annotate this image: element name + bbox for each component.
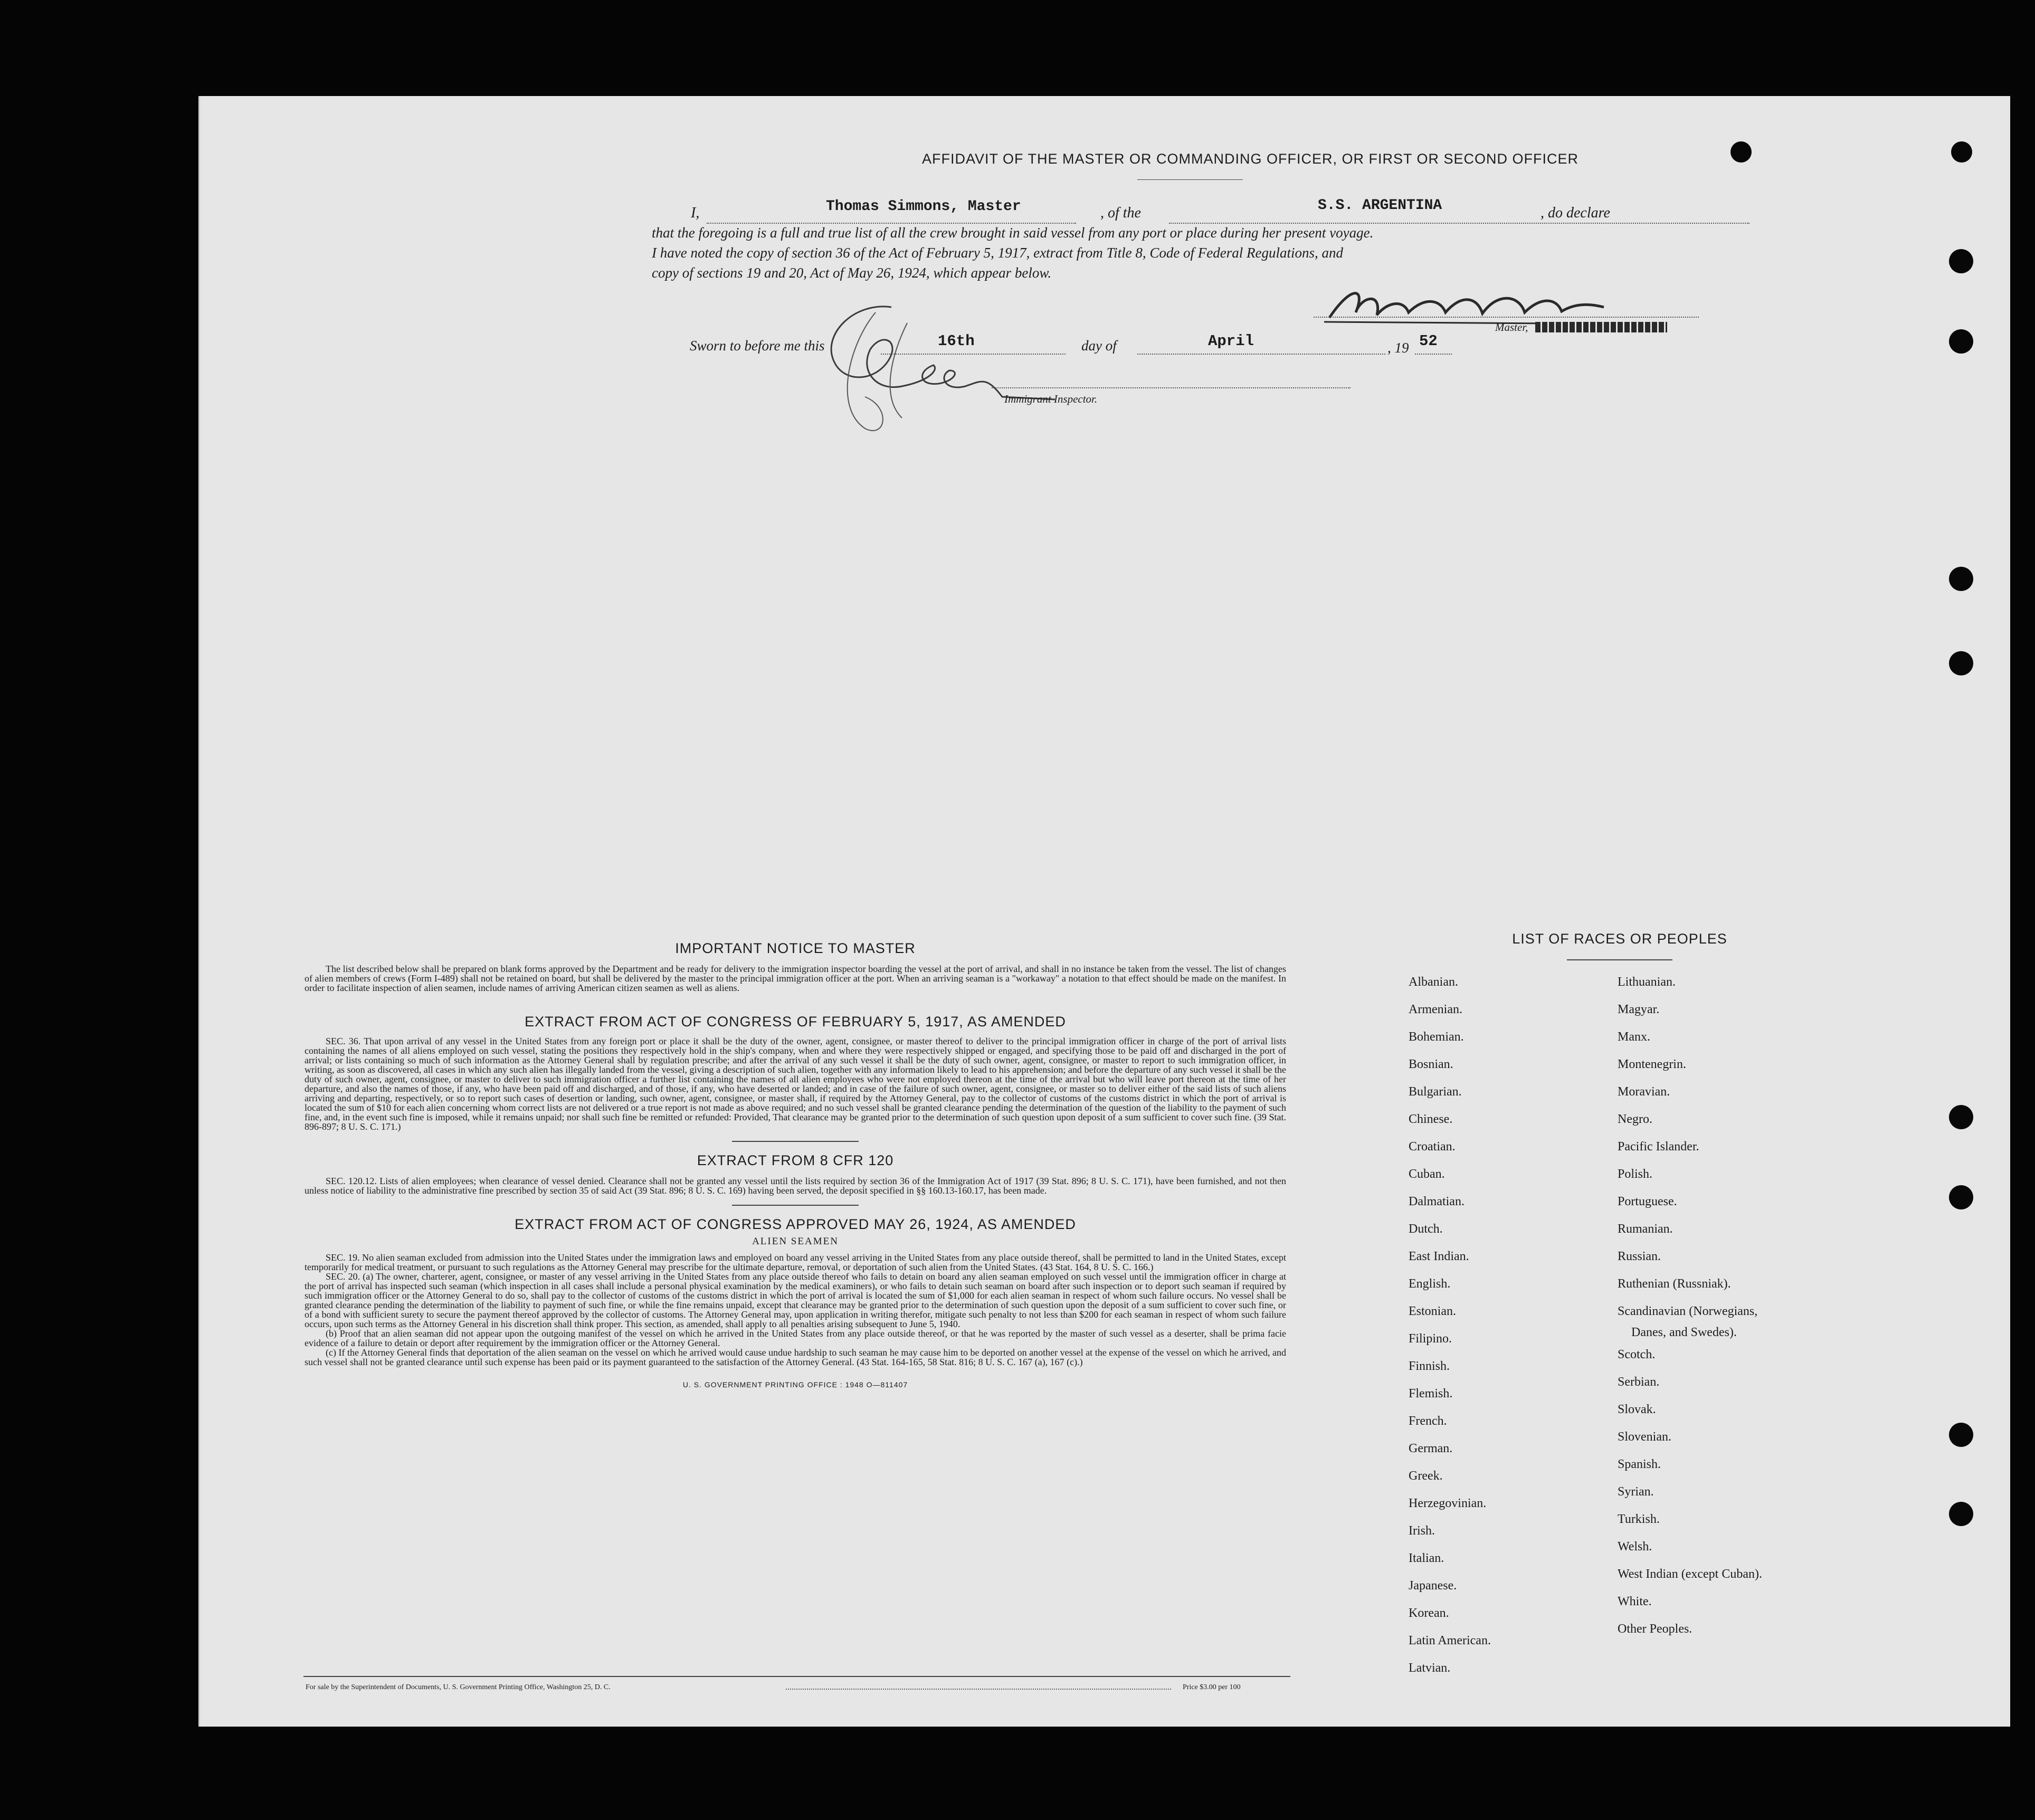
punch-hole: [1949, 1185, 1973, 1209]
year-value: 52: [1419, 332, 1438, 350]
punch-hole: [1949, 567, 1973, 591]
race-item: Manx.: [1618, 1030, 1650, 1044]
notice-text: The list described below shall be prepared on blank forms approved by the Department and be ready for delivery to the immigration inspector boarding the vessel at the port of arrival, and shall in no instance be taken from the vessel. The list of changes of alien members of crews (Form I-489) shall not be retained on board, but shall be delivered by the master to the principal immigration officer at the port. When an arriving seaman is a "workaway" a notation to that effect should be made on the manifest. In order to facilitate inspection of alien seamen, include names of arriving American citizen seamen as well as aliens.: [305, 964, 1286, 993]
race-item: Other Peoples.: [1618, 1622, 1692, 1636]
race-item: Bosnian.: [1409, 1057, 1453, 1071]
notice-title: IMPORTANT NOTICE TO MASTER: [675, 940, 916, 956]
race-item: Irish.: [1409, 1524, 1435, 1538]
race-item: Italian.: [1409, 1551, 1444, 1565]
punch-hole: [1949, 1105, 1973, 1129]
master-name-line: [707, 223, 1076, 224]
document-page: [198, 96, 2010, 1727]
race-item: Ruthenian (Russniak).: [1618, 1277, 1731, 1291]
month-line: [1137, 354, 1385, 355]
punch-hole: [1949, 1502, 1973, 1526]
race-item: Flemish.: [1409, 1387, 1453, 1400]
notices-column: [305, 940, 1286, 1389]
affidavit-body-line-1: that the foregoing is a full and true list of all the crew brought in said vessel from any port or place during her present voyage.: [652, 225, 1374, 241]
race-item: French.: [1409, 1414, 1447, 1428]
extract-1917-text: SEC. 36. That upon arrival of any vessel in the United States from any foreign port or place it shall be the duty of the owner, agent, consignee, or master thereof to deliver to the principal immigration officer in charge of the port of arrival lists containing the names of all aliens employed on such vessel, stating the positions they respectively hold in the ship's company, when and where they were respectively shipped or engaged, and specifying those to be paid off and discharged in the port of arrival; or lists containing so much of such information as the Attorney General shall by regulation prescribe; and after the arrival of any such vessel it shall be the duty of such owner, agent, consignee, or master to report to such immigration officer, in writing, as soon as discovered, all cases in which any such alien has illegally landed from the vessel, giving a description of such alien, together with any information likely to lead to his apprehension; and before the departure of any such vessel it shall be the duty of such owner, agent, consignee, or master to deliver to such immigration officer a further list containing the names of all alien employees who were not employed thereon at the time of the arrival but who will leave port thereon at the time of her departure, and also the names of those, if any, who have been paid off and discharged, and of those, if any, who have deserted or landed; and in case of the failure of such owner, agent, consignee, or master so to deliver either of the said lists of such aliens arriving and departing, respectively, or so to report such cases of desertion or landing, such owner, agent, consignee, or master shall, if required by the Attorney General, pay to the collector of customs of the customs district in which the port of arrival is located the sum of $10 for each alien concerning whom correct lists are not delivered or a true report is not made as above required; and no such vessel shall be granted clearance pending the determination of the question of the liability to the payment of such fine, and, in the event such fine is imposed, while it remains unpaid; nor shall such fine be remitted or refunded: Provided, That clearance may be granted prior to the determination of such question upon deposit of a sum sufficient to cover such fine. (39 Stat. 896-897; 8 U. S. C. 171.): [305, 1036, 1286, 1132]
extract-1924-subtitle: ALIEN SEAMEN: [752, 1236, 839, 1247]
punch-hole: [1951, 141, 1972, 163]
section-rule: [732, 1141, 859, 1142]
do-declare-label: , do declare: [1540, 205, 1610, 221]
race-item: Turkish.: [1618, 1512, 1660, 1526]
inspector-signature-line: [992, 387, 1351, 388]
vessel-name: S.S. ARGENTINA: [1318, 197, 1442, 214]
race-item: Rumanian.: [1618, 1222, 1673, 1236]
race-item: Russian.: [1618, 1250, 1661, 1263]
title-rule: [1137, 179, 1243, 180]
gpo-imprint: U. S. GOVERNMENT PRINTING OFFICE : 1948 O—811407: [682, 1380, 908, 1389]
race-item: Magyar.: [1618, 1003, 1660, 1016]
i-label: I,: [691, 205, 700, 221]
race-item: Croatian.: [1409, 1140, 1456, 1154]
sec-20a-text: SEC. 20. (a) The owner, charterer, agent, consignee, or master of any vessel arriving in the United States from any place outside thereof who fails to detain on board any alien seaman employed on such vessel until the immigration officer in charge at the port of arrival has inspected such seaman (which inspection in all cases shall include a personal physical examination by the medical examiners), or who fails to detain such seaman on board after such inspection or to deport such seaman if required by such immigration officer or the Attorney General to do so, shall pay to the collector of customs of the customs district in which the port of arrival is located the sum of $1,000 for each alien seaman in respect of whom such failure occurs. No vessel shall be granted clearance pending the determination of the liability to payment of such fine, or while the fine remains unpaid, except that clearance may be granted prior to the determination of such question upon the deposit of a sum sufficient to cover such fine, or of a bond with sufficient surety to secure the payment thereof approved by the collector of customs. The Attorney General may, upon application in writing therefor, mitigate such penalty to not less than $200 for each seaman in respect of whom such failure occurs, upon such terms as the Attorney General in his discretion shall think proper. This section, as amended, shall apply to all penalties arising subsequent to June 5, 1940.: [305, 1271, 1286, 1329]
punch-hole: [1949, 1423, 1973, 1447]
master-caption: Master,: [1495, 321, 1528, 333]
race-item: Chinese.: [1409, 1112, 1453, 1126]
month-value: April: [1208, 332, 1254, 350]
footer-rule: [303, 1676, 1290, 1677]
race-item: Filipino.: [1409, 1332, 1452, 1346]
race-item: Cuban.: [1409, 1167, 1445, 1181]
extract-8cfr-title: EXTRACT FROM 8 CFR 120: [697, 1152, 894, 1168]
master-name: Thomas Simmons, Master: [826, 198, 1021, 215]
race-item: Negro.: [1618, 1112, 1652, 1126]
race-item: Scandinavian (Norwegians,: [1618, 1304, 1758, 1318]
extract-1917-title: EXTRACT FROM ACT OF CONGRESS OF FEBRUARY 5, 1917, AS AMENDED: [525, 1014, 1066, 1030]
race-item: Pacific Islander.: [1618, 1140, 1699, 1154]
race-item: Slovak.: [1618, 1403, 1656, 1416]
race-item: German.: [1409, 1442, 1453, 1455]
footer-price: Price $3.00 per 100: [1183, 1683, 1241, 1691]
race-item: Syrian.: [1618, 1485, 1654, 1499]
extract-8cfr-text: SEC. 120.12. Lists of alien employees; when clearance of vessel denied. Clearance shall not be granted any vessel until the lists required by section 36 of the Immigration Act of 1917 (39 Stat. 896; 8 U. S. C. 171), have been furnished, and not then unless notice of liability to the administrative fine prescribed by section 35 of said Act (39 Stat. 896; 8 U. S. C. 169) having been served, the deposit specified in §§ 160.13-160.17, has been made.: [305, 1176, 1286, 1196]
race-item: Serbian.: [1618, 1375, 1660, 1389]
races-title-rule: [1567, 959, 1672, 960]
sec-20c-text: (c) If the Attorney General finds that deportation of the alien seaman on the vessel on which he arrived would cause undue hardship to such seaman he may cause him to be deported on another vessel at the expense of the vessel on which he arrived, and such vessel shall not be granted clearance until such expense has been paid or its payment guaranteed to the satisfaction of the Attorney General. (43 Stat. 164-165, 58 Stat. 816; 8 U. S. C. 167 (a), 167 (c).): [305, 1347, 1286, 1367]
race-item: Bulgarian.: [1409, 1085, 1462, 1099]
race-item: Montenegrin.: [1618, 1057, 1686, 1071]
of-the-label: , of the: [1100, 205, 1141, 221]
struck-out-text: [1535, 322, 1667, 332]
punch-hole: [1949, 329, 1973, 354]
race-item: Latin American.: [1409, 1634, 1491, 1647]
race-item: Spanish.: [1618, 1457, 1661, 1471]
year-line: [1415, 354, 1452, 355]
race-item: Herzegovinian.: [1409, 1497, 1487, 1510]
race-item: Dutch.: [1409, 1222, 1443, 1236]
race-item: East Indian.: [1409, 1250, 1469, 1263]
race-item: Latvian.: [1409, 1661, 1451, 1675]
inspector-caption: Immigrant Inspector.: [1004, 393, 1098, 405]
vessel-line: [1169, 223, 1749, 224]
race-item: Dalmatian.: [1409, 1195, 1465, 1208]
race-item: Bohemian.: [1409, 1030, 1464, 1044]
master-signature-line: [1314, 317, 1699, 318]
races-title: LIST OF RACES OR PEOPLES: [1512, 931, 1727, 947]
sec-20b-text: (b) Proof that an alien seaman did not appear upon the outgoing manifest of the vessel on which he arrived in the United States from any place outside thereof, or that he was reported by the master of such vessel as a deserter, shall be prima facie evidence of a failure to detain or deport after requirement by the immigration officer or the Attorney General.: [305, 1328, 1286, 1348]
race-item: Japanese.: [1409, 1579, 1457, 1593]
affidavit-title: AFFIDAVIT OF THE MASTER OR COMMANDING OFFICER, OR FIRST OR SECOND OFFICER: [921, 151, 1579, 167]
race-item: Greek.: [1409, 1469, 1443, 1483]
race-item: White.: [1618, 1595, 1652, 1608]
sworn-label: Sworn to before me this: [690, 338, 825, 354]
race-item: Estonian.: [1409, 1304, 1456, 1318]
race-item: Polish.: [1618, 1167, 1653, 1181]
year-prefix: , 19: [1387, 340, 1409, 356]
race-item: Portuguese.: [1618, 1195, 1677, 1208]
affidavit-body-line-2: I have noted the copy of section 36 of the Act of February 5, 1917, extract from Title 8, Code of Federal Regulations, and: [652, 245, 1344, 261]
race-item: Korean.: [1409, 1606, 1449, 1620]
punch-hole: [1949, 651, 1973, 675]
race-item: Armenian.: [1409, 1003, 1462, 1016]
race-item: West Indian (except Cuban).: [1618, 1567, 1762, 1581]
race-item: Danes, and Swedes).: [1631, 1326, 1737, 1339]
race-item: English.: [1409, 1277, 1451, 1291]
race-item: Moravian.: [1618, 1085, 1670, 1099]
race-item: Welsh.: [1618, 1540, 1652, 1554]
punch-hole: [1949, 249, 1973, 273]
extract-1924-title: EXTRACT FROM ACT OF CONGRESS APPROVED MAY 26, 1924, AS AMENDED: [515, 1216, 1076, 1232]
affidavit-body-line-3: copy of sections 19 and 20, Act of May 26, 1924, which appear below.: [652, 265, 1052, 281]
inspector-signature: [759, 291, 1055, 450]
race-item: Slovenian.: [1618, 1430, 1671, 1444]
race-item: Scotch.: [1618, 1348, 1656, 1361]
race-item: Finnish.: [1409, 1359, 1450, 1373]
day-value: 16th: [938, 332, 975, 350]
section-rule: [732, 1205, 859, 1206]
punch-hole: [1730, 141, 1752, 163]
footer-sale-text: For sale by the Superintendent of Documents, U. S. Government Printing Office, Washington 25, D. C.: [306, 1683, 611, 1691]
sec-19-text: SEC. 19. No alien seaman excluded from admission into the United States under the immigration laws and employed on board any vessel arriving in the United States from any place outside thereof, shall be permitted to land in the United States, except temporarily for medical treatment, or pursuant to such regulations as the Attorney General may prescribe for the ultimate departure, removal, or deportation of such alien from the United States. (43 Stat. 164, 8 U. S. C. 166.): [305, 1252, 1286, 1272]
race-item: Albanian.: [1409, 975, 1458, 989]
race-item: Lithuanian.: [1618, 975, 1676, 989]
day-of-label: day of: [1081, 338, 1117, 354]
footer-leader: [786, 1689, 1171, 1690]
